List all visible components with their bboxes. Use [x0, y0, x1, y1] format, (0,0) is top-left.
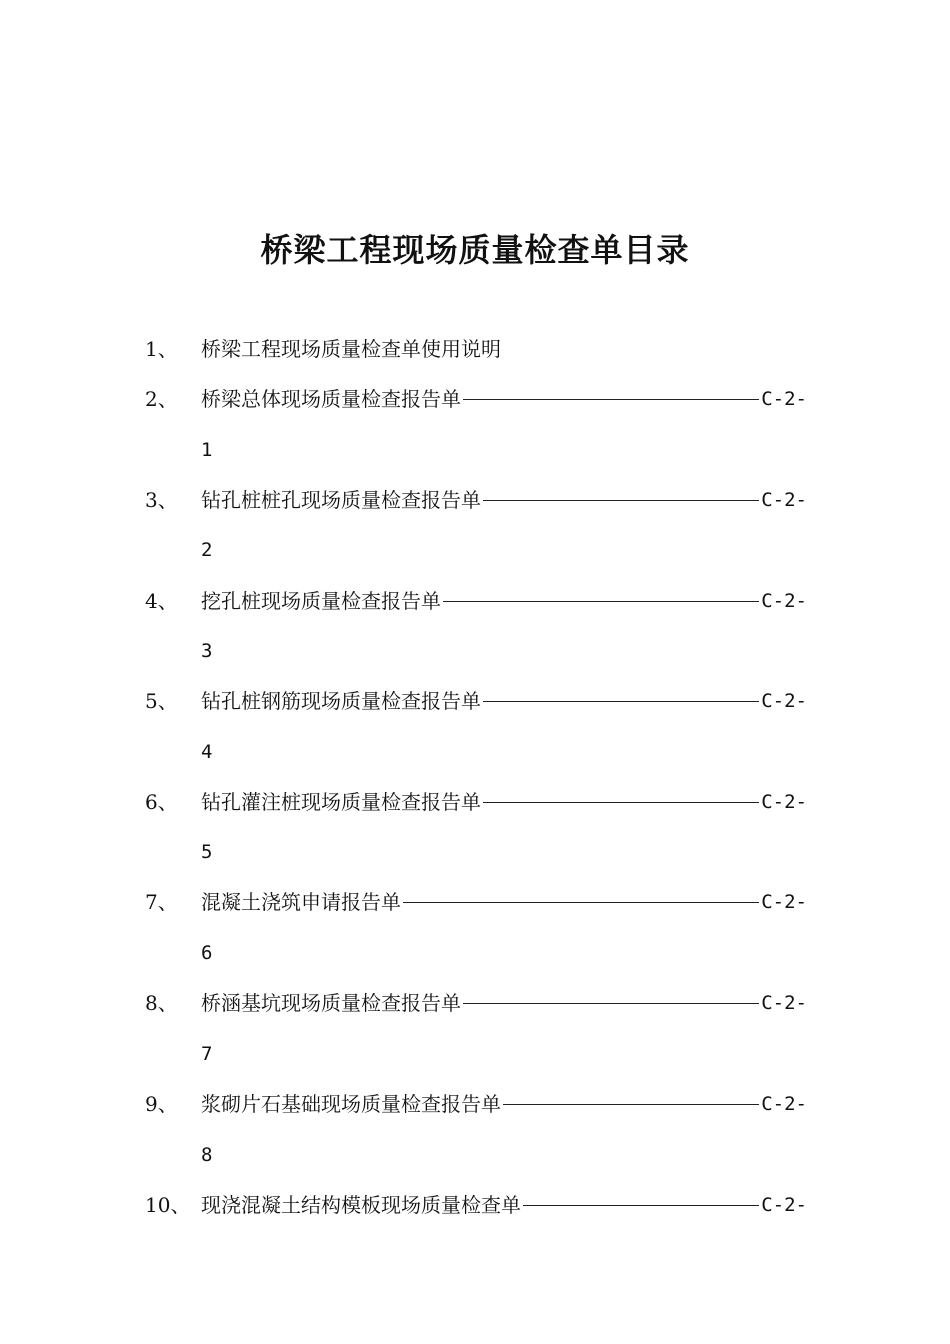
toc-entry-label: 挖孔桩现场质量检查报告单 [201, 589, 441, 613]
toc-entry-link[interactable] [201, 485, 807, 515]
toc-entry-code: C-2- [761, 690, 807, 712]
toc-entry-number: 6、 [145, 790, 178, 814]
toc-entry-code: C-2- [761, 1093, 807, 1115]
toc-entry-label: 钻孔桩桩孔现场质量检查报告单 [201, 488, 481, 512]
toc-entry-label: 钻孔灌注桩现场质量检查报告单 [201, 790, 481, 814]
toc-entry-number: 10、 [145, 1193, 191, 1217]
toc-leader-line [503, 1104, 759, 1105]
toc-entry-number: 1、 [145, 337, 178, 361]
toc-entry-number: 2、 [145, 387, 178, 411]
toc-entry-link[interactable] [201, 887, 807, 917]
toc-entry-link[interactable] [201, 586, 807, 616]
toc-entry-number: 3、 [145, 488, 178, 512]
toc-entry-code: C-2- [761, 388, 807, 410]
toc-entry-code: C-2- [761, 1194, 807, 1216]
toc-entry-code: C-2- [761, 489, 807, 511]
toc-leader-line [523, 1205, 759, 1206]
toc-leader-line [463, 1003, 759, 1004]
toc-leader-line [483, 701, 759, 702]
toc-entry-code-continuation: 7 [201, 1043, 213, 1065]
toc-entry-code: C-2- [761, 992, 807, 1014]
toc-entry-number: 7、 [145, 890, 178, 914]
toc-entry-code-continuation: 8 [201, 1144, 213, 1166]
toc-entry-link[interactable] [201, 1190, 807, 1220]
toc-entry-link[interactable] [201, 988, 807, 1018]
toc-entry-code: C-2- [761, 590, 807, 612]
toc-entry-label: 现浇混凝土结构模板现场质量检查单 [201, 1193, 521, 1217]
toc-leader-line [443, 601, 759, 602]
toc-entry-code: C-2- [761, 891, 807, 913]
toc-entry-number: 4、 [145, 589, 178, 613]
toc-entry-code-continuation: 6 [201, 942, 213, 964]
toc-leader-line [483, 500, 759, 501]
toc-entry-code-continuation: 1 [201, 439, 213, 461]
toc-entry-link[interactable] [201, 686, 807, 716]
toc-entry-code-continuation: 5 [201, 841, 213, 863]
toc-entry-link[interactable] [201, 787, 807, 817]
toc-leader-line [403, 902, 759, 903]
toc-entry-link[interactable] [201, 334, 807, 364]
toc-entry-link[interactable] [201, 1089, 807, 1119]
toc-entry-label: 桥涵基坑现场质量检查报告单 [201, 991, 461, 1015]
toc-entry-code-continuation: 2 [201, 539, 213, 561]
toc-leader-line [483, 802, 759, 803]
toc-entry-code: C-2- [761, 791, 807, 813]
toc-entry-label: 钻孔桩钢筋现场质量检查报告单 [201, 689, 481, 713]
toc-leader-line [463, 399, 759, 400]
toc-entry-label: 桥梁总体现场质量检查报告单 [201, 387, 461, 411]
toc-entry-label: 桥梁工程现场质量检查单使用说明 [201, 337, 501, 361]
document-title: 桥梁工程现场质量检查单目录 [260, 231, 690, 269]
toc-entry-number: 8、 [145, 991, 178, 1015]
toc-entry-number: 5、 [145, 689, 178, 713]
toc-entry-code-continuation: 4 [201, 741, 213, 763]
toc-entry-label: 混凝土浇筑申请报告单 [201, 890, 401, 914]
toc-entry-link[interactable] [201, 384, 807, 414]
toc-entry-label: 浆砌片石基础现场质量检查报告单 [201, 1092, 501, 1116]
toc-entry-code-continuation: 3 [201, 640, 213, 662]
toc-entry-number: 9、 [145, 1092, 178, 1116]
